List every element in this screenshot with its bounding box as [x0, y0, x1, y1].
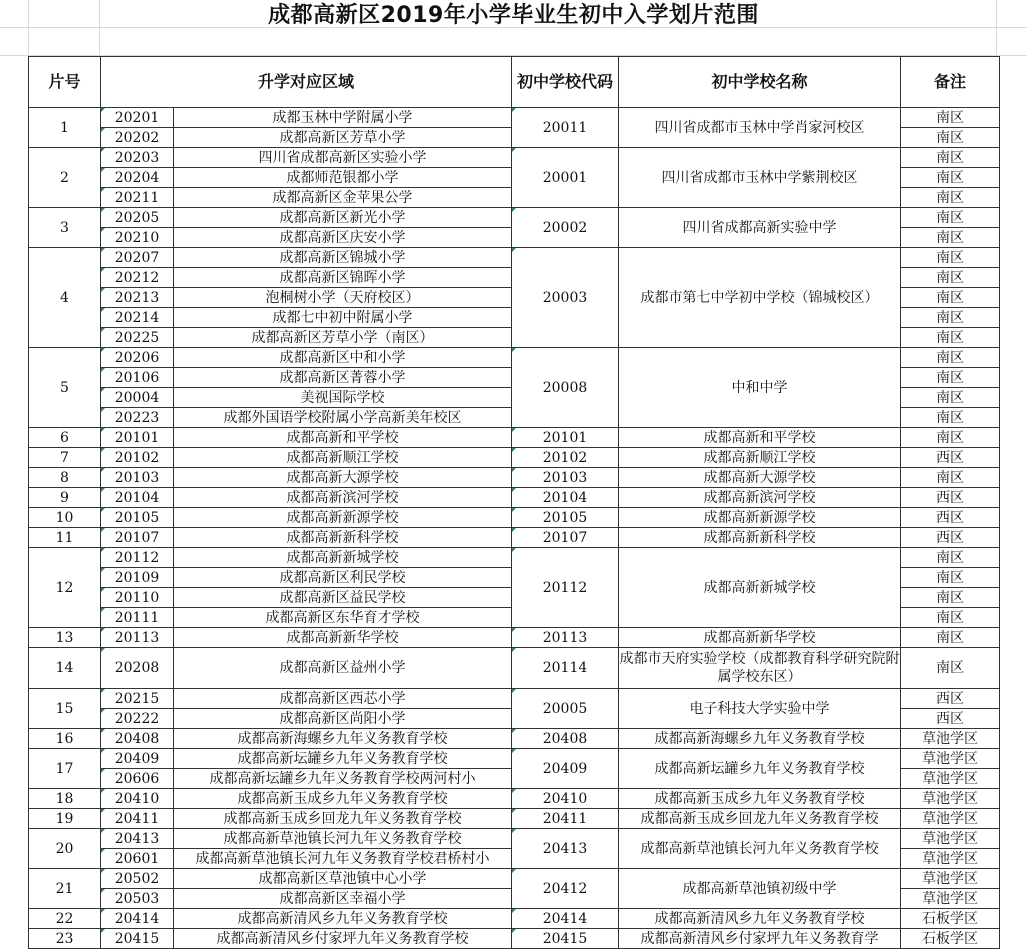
piece-number-cell[interactable]: 9 — [29, 488, 101, 508]
page-title: 成都高新区2019年小学毕业生初中入学划片范围 — [268, 3, 759, 28]
primary-school-code-cell[interactable]: 20408 — [101, 729, 174, 749]
middle-school-code-cell[interactable]: 20002 — [512, 208, 619, 248]
middle-school-code-cell[interactable]: 20410 — [512, 789, 619, 809]
primary-school-code-cell[interactable]: 20205 — [101, 208, 174, 228]
header-school-code[interactable]: 初中学校代码 — [512, 57, 619, 108]
table-row — [29, 548, 1000, 568]
table-row — [29, 869, 1000, 889]
primary-school-name-cell[interactable]: 成都玉林中学附属小学 — [174, 108, 512, 128]
middle-school-code-cell[interactable]: 20104 — [512, 488, 619, 508]
header-row — [29, 57, 1000, 108]
header-school-name[interactable]: 初中学校名称 — [619, 57, 901, 108]
primary-school-name-cell[interactable]: 成都高新滨河学校 — [174, 488, 512, 508]
primary-school-code-cell[interactable]: 20415 — [101, 929, 174, 949]
primary-school-code-cell[interactable]: 20110 — [101, 588, 174, 608]
primary-school-name-cell[interactable]: 成都高新玉成乡九年义务教育学校 — [174, 789, 512, 809]
table-row — [29, 148, 1000, 168]
primary-school-code-cell[interactable]: 20214 — [101, 308, 174, 328]
remark-cell[interactable]: 南区 — [901, 368, 1000, 388]
remark-cell[interactable]: 草池学区 — [901, 829, 1000, 849]
primary-school-name-cell[interactable]: 成都高新区东华育才学校 — [174, 608, 512, 628]
primary-school-name-cell[interactable]: 成都高新区益民学校 — [174, 588, 512, 608]
primary-school-name-cell[interactable]: 成都高新区芳草小学（南区） — [174, 328, 512, 348]
middle-school-name-cell[interactable]: 成都高新大源学校 — [619, 468, 901, 488]
primary-school-code-cell[interactable]: 20413 — [101, 829, 174, 849]
middle-school-name-cell[interactable]: 成都高新和平学校 — [619, 428, 901, 448]
enrollment-table — [28, 56, 1000, 949]
primary-school-name-cell[interactable]: 成都高新区锦晖小学 — [174, 268, 512, 288]
middle-school-name-cell[interactable]: 成都高新清风乡九年义务教育学校 — [619, 909, 901, 929]
remark-cell[interactable]: 草池学区 — [901, 769, 1000, 789]
middle-school-name-cell[interactable]: 成都高新草池镇初级中学 — [619, 869, 901, 909]
primary-school-code-cell[interactable]: 20203 — [101, 148, 174, 168]
primary-school-code-cell[interactable]: 20223 — [101, 408, 174, 428]
middle-school-name-cell[interactable]: 成都高新玉成乡回龙九年义务教育学校 — [619, 809, 901, 829]
table-row — [29, 468, 1000, 488]
remark-cell[interactable]: 南区 — [901, 568, 1000, 588]
middle-school-name-cell[interactable]: 成都高新玉成乡九年义务教育学校 — [619, 789, 901, 809]
middle-school-code-cell[interactable]: 20102 — [512, 448, 619, 468]
primary-school-name-cell[interactable]: 成都高新草池镇长河九年义务教育学校 — [174, 829, 512, 849]
primary-school-code-cell[interactable]: 20112 — [101, 548, 174, 568]
remark-cell[interactable]: 草池学区 — [901, 889, 1000, 909]
primary-school-name-cell[interactable]: 成都七中初中附属小学 — [174, 308, 512, 328]
remark-cell[interactable]: 西区 — [901, 528, 1000, 548]
primary-school-name-cell[interactable]: 成都高新新科学校 — [174, 528, 512, 548]
primary-school-name-cell[interactable]: 成都高新区芳草小学 — [174, 128, 512, 148]
table-row — [29, 789, 1000, 809]
table-row — [29, 809, 1000, 829]
middle-school-name-cell[interactable]: 成都高新新城学校 — [619, 548, 901, 628]
primary-school-name-cell[interactable]: 成都高新区锦城小学 — [174, 248, 512, 268]
primary-school-code-cell[interactable]: 20103 — [101, 468, 174, 488]
remark-cell[interactable]: 南区 — [901, 108, 1000, 128]
middle-school-code-cell[interactable]: 20113 — [512, 628, 619, 648]
remark-cell[interactable]: 草池学区 — [901, 809, 1000, 829]
piece-number-cell[interactable]: 1 — [29, 108, 101, 148]
primary-school-code-cell[interactable]: 20104 — [101, 488, 174, 508]
piece-number-cell[interactable]: 15 — [29, 689, 101, 729]
primary-school-name-cell[interactable]: 成都高新新源学校 — [174, 508, 512, 528]
primary-school-name-cell[interactable]: 成都高新区西芯小学 — [174, 689, 512, 709]
piece-number-cell[interactable]: 14 — [29, 648, 101, 689]
primary-school-code-cell[interactable]: 20113 — [101, 628, 174, 648]
piece-number-cell[interactable]: 3 — [29, 208, 101, 248]
table-row — [29, 929, 1000, 949]
primary-school-name-cell[interactable]: 成都高新新华学校 — [174, 628, 512, 648]
middle-school-name-cell[interactable]: 成都高新坛罐乡九年义务教育学校 — [619, 749, 901, 789]
piece-number-cell[interactable]: 21 — [29, 869, 101, 909]
middle-school-name-cell[interactable]: 成都市天府实验学校（成都教育科学研究院附属学校东区） — [619, 648, 901, 689]
remark-cell[interactable]: 草池学区 — [901, 869, 1000, 889]
primary-school-name-cell[interactable]: 四川省成都高新区实验小学 — [174, 148, 512, 168]
remark-cell[interactable]: 南区 — [901, 308, 1000, 328]
primary-school-code-cell[interactable]: 20414 — [101, 909, 174, 929]
primary-school-code-cell[interactable]: 20105 — [101, 508, 174, 528]
remark-cell[interactable]: 南区 — [901, 268, 1000, 288]
remark-cell[interactable]: 西区 — [901, 508, 1000, 528]
remark-cell[interactable]: 南区 — [901, 628, 1000, 648]
primary-school-code-cell[interactable]: 20109 — [101, 568, 174, 588]
middle-school-code-cell[interactable]: 20107 — [512, 528, 619, 548]
remark-cell[interactable]: 南区 — [901, 148, 1000, 168]
table-row — [29, 829, 1000, 849]
primary-school-code-cell[interactable]: 20503 — [101, 889, 174, 909]
piece-number-cell[interactable]: 11 — [29, 528, 101, 548]
piece-number-cell[interactable]: 22 — [29, 909, 101, 929]
middle-school-code-cell[interactable]: 20101 — [512, 428, 619, 448]
primary-school-code-cell[interactable]: 20222 — [101, 709, 174, 729]
primary-school-code-cell[interactable]: 20101 — [101, 428, 174, 448]
piece-number-cell[interactable]: 17 — [29, 749, 101, 789]
remark-cell[interactable]: 南区 — [901, 188, 1000, 208]
primary-school-name-cell[interactable]: 成都高新大源学校 — [174, 468, 512, 488]
primary-school-code-cell[interactable]: 20102 — [101, 448, 174, 468]
primary-school-code-cell[interactable]: 20202 — [101, 128, 174, 148]
table-row — [29, 108, 1000, 128]
primary-school-code-cell[interactable]: 20601 — [101, 849, 174, 869]
middle-school-code-cell[interactable]: 20114 — [512, 648, 619, 689]
middle-school-name-cell[interactable]: 成都高新新源学校 — [619, 508, 901, 528]
piece-number-cell[interactable]: 18 — [29, 789, 101, 809]
table-row — [29, 749, 1000, 769]
primary-school-name-cell[interactable]: 成都高新区益州小学 — [174, 648, 512, 689]
middle-school-name-cell[interactable]: 成都高新新华学校 — [619, 628, 901, 648]
middle-school-name-cell[interactable]: 成都高新草池镇长河九年义务教育学校 — [619, 829, 901, 869]
middle-school-name-cell[interactable]: 成都市第七中学初中学校（锦城校区） — [619, 248, 901, 348]
primary-school-code-cell[interactable]: 20409 — [101, 749, 174, 769]
table-row — [29, 528, 1000, 548]
remark-cell[interactable]: 南区 — [901, 168, 1000, 188]
middle-school-code-cell[interactable]: 20412 — [512, 869, 619, 909]
middle-school-code-cell[interactable]: 20003 — [512, 248, 619, 348]
primary-school-code-cell[interactable]: 20213 — [101, 288, 174, 308]
remark-cell[interactable]: 草池学区 — [901, 789, 1000, 809]
primary-school-name-cell[interactable]: 成都高新区利民学校 — [174, 568, 512, 588]
primary-school-name-cell[interactable]: 成都高新新城学校 — [174, 548, 512, 568]
header-area[interactable]: 升学对应区域 — [101, 57, 512, 108]
table-row — [29, 689, 1000, 709]
remark-cell[interactable]: 西区 — [901, 488, 1000, 508]
table-row — [29, 648, 1000, 689]
piece-number-cell[interactable]: 12 — [29, 548, 101, 628]
primary-school-code-cell[interactable]: 20111 — [101, 608, 174, 628]
remark-cell[interactable]: 南区 — [901, 428, 1000, 448]
remark-cell[interactable]: 南区 — [901, 248, 1000, 268]
primary-school-name-cell[interactable]: 成都高新海螺乡九年义务教育学校 — [174, 729, 512, 749]
table-row — [29, 348, 1000, 368]
table-body — [29, 108, 1000, 949]
primary-school-name-cell[interactable]: 成都高新区草池镇中心小学 — [174, 869, 512, 889]
primary-school-code-cell[interactable]: 20606 — [101, 769, 174, 789]
piece-number-cell[interactable]: 10 — [29, 508, 101, 528]
middle-school-name-cell[interactable]: 成都高新海螺乡九年义务教育学校 — [619, 729, 901, 749]
remark-cell[interactable]: 西区 — [901, 709, 1000, 729]
primary-school-code-cell[interactable]: 20204 — [101, 168, 174, 188]
remark-cell[interactable]: 南区 — [901, 548, 1000, 568]
piece-number-cell[interactable]: 16 — [29, 729, 101, 749]
remark-cell[interactable]: 南区 — [901, 388, 1000, 408]
primary-school-code-cell[interactable]: 20207 — [101, 248, 174, 268]
primary-school-name-cell[interactable]: 泡桐树小学（天府校区） — [174, 288, 512, 308]
remark-cell[interactable]: 南区 — [901, 208, 1000, 228]
table-row — [29, 428, 1000, 448]
primary-school-code-cell[interactable]: 20211 — [101, 188, 174, 208]
table-row — [29, 909, 1000, 929]
piece-number-cell[interactable]: 19 — [29, 809, 101, 829]
primary-school-code-cell[interactable]: 20212 — [101, 268, 174, 288]
primary-school-name-cell[interactable]: 成都外国语学校附属小学高新美年校区 — [174, 408, 512, 428]
primary-school-name-cell[interactable]: 成都高新和平学校 — [174, 428, 512, 448]
piece-number-cell[interactable]: 13 — [29, 628, 101, 648]
piece-number-cell[interactable]: 7 — [29, 448, 101, 468]
remark-cell[interactable]: 石板学区 — [901, 929, 1000, 949]
remark-cell[interactable]: 南区 — [901, 588, 1000, 608]
middle-school-code-cell[interactable]: 20411 — [512, 809, 619, 829]
remark-cell[interactable]: 石板学区 — [901, 909, 1000, 929]
middle-school-code-cell[interactable]: 20112 — [512, 548, 619, 628]
piece-number-cell[interactable]: 8 — [29, 468, 101, 488]
middle-school-code-cell[interactable]: 20415 — [512, 929, 619, 949]
primary-school-name-cell[interactable]: 成都高新区幸福小学 — [174, 889, 512, 909]
primary-school-code-cell[interactable]: 20107 — [101, 528, 174, 548]
remark-cell[interactable]: 草池学区 — [901, 729, 1000, 749]
table-row — [29, 729, 1000, 749]
primary-school-name-cell[interactable]: 成都高新顺江学校 — [174, 448, 512, 468]
table-row — [29, 628, 1000, 648]
primary-school-code-cell[interactable]: 20210 — [101, 228, 174, 248]
primary-school-code-cell[interactable]: 20411 — [101, 809, 174, 829]
header-remark[interactable]: 备注 — [901, 57, 1000, 108]
middle-school-name-cell[interactable]: 成都高新滨河学校 — [619, 488, 901, 508]
middle-school-code-cell[interactable]: 20413 — [512, 829, 619, 869]
remark-cell[interactable]: 南区 — [901, 468, 1000, 488]
primary-school-code-cell[interactable]: 20201 — [101, 108, 174, 128]
primary-school-name-cell[interactable]: 成都高新清风乡付家坪九年义务教育学校 — [174, 929, 512, 949]
middle-school-code-cell[interactable]: 20408 — [512, 729, 619, 749]
middle-school-code-cell[interactable]: 20008 — [512, 348, 619, 428]
middle-school-code-cell[interactable]: 20103 — [512, 468, 619, 488]
remark-cell[interactable]: 西区 — [901, 689, 1000, 709]
table-row — [29, 208, 1000, 228]
remark-cell[interactable]: 南区 — [901, 608, 1000, 628]
middle-school-code-cell[interactable]: 20409 — [512, 749, 619, 789]
primary-school-name-cell[interactable]: 成都高新坛罐乡九年义务教育学校 — [174, 749, 512, 769]
remark-cell[interactable]: 南区 — [901, 648, 1000, 689]
primary-school-name-cell[interactable]: 成都高新玉成乡回龙九年义务教育学校 — [174, 809, 512, 829]
table-row — [29, 488, 1000, 508]
primary-school-code-cell[interactable]: 20410 — [101, 789, 174, 809]
middle-school-name-cell[interactable]: 四川省成都市玉林中学紫荆校区 — [619, 148, 901, 208]
middle-school-code-cell[interactable]: 20001 — [512, 148, 619, 208]
primary-school-name-cell[interactable]: 成都高新草池镇长河九年义务教育学校君桥村小 — [174, 849, 512, 869]
remark-cell[interactable]: 草池学区 — [901, 849, 1000, 869]
primary-school-name-cell[interactable]: 成都高新区中和小学 — [174, 348, 512, 368]
primary-school-name-cell[interactable]: 美视国际学校 — [174, 388, 512, 408]
primary-school-code-cell[interactable]: 20208 — [101, 648, 174, 689]
middle-school-name-cell[interactable]: 成都高新清风乡付家坪九年义务教育学 — [619, 929, 901, 949]
primary-school-name-cell[interactable]: 成都高新清风乡九年义务教育学校 — [174, 909, 512, 929]
primary-school-code-cell[interactable]: 20004 — [101, 388, 174, 408]
middle-school-code-cell[interactable]: 20105 — [512, 508, 619, 528]
piece-number-cell[interactable]: 20 — [29, 829, 101, 869]
primary-school-name-cell[interactable]: 成都高新区新光小学 — [174, 208, 512, 228]
middle-school-name-cell[interactable]: 成都高新顺江学校 — [619, 448, 901, 468]
piece-number-cell[interactable]: 2 — [29, 148, 101, 208]
middle-school-name-cell[interactable]: 成都高新新科学校 — [619, 528, 901, 548]
remark-cell[interactable]: 南区 — [901, 228, 1000, 248]
middle-school-code-cell[interactable]: 20414 — [512, 909, 619, 929]
primary-school-name-cell[interactable]: 成都高新坛罐乡九年义务教育学校两河村小 — [174, 769, 512, 789]
table-row — [29, 448, 1000, 468]
primary-school-name-cell[interactable]: 成都高新区金苹果公学 — [174, 188, 512, 208]
remark-cell[interactable]: 南区 — [901, 288, 1000, 308]
piece-number-cell[interactable]: 5 — [29, 348, 101, 428]
primary-school-code-cell[interactable]: 20225 — [101, 328, 174, 348]
header-piece-no[interactable]: 片号 — [29, 57, 101, 108]
primary-school-code-cell[interactable]: 20206 — [101, 348, 174, 368]
primary-school-name-cell[interactable]: 成都师范银都小学 — [174, 168, 512, 188]
middle-school-name-cell[interactable]: 四川省成都高新实验中学 — [619, 208, 901, 248]
primary-school-code-cell[interactable]: 20502 — [101, 869, 174, 889]
table-row — [29, 248, 1000, 268]
remark-cell[interactable]: 西区 — [901, 448, 1000, 468]
middle-school-code-cell[interactable]: 20005 — [512, 689, 619, 729]
middle-school-name-cell[interactable]: 四川省成都市玉林中学肖家河校区 — [619, 108, 901, 148]
middle-school-name-cell[interactable]: 中和中学 — [619, 348, 901, 428]
table-row — [29, 508, 1000, 528]
middle-school-code-cell[interactable]: 20011 — [512, 108, 619, 148]
primary-school-code-cell[interactable]: 20215 — [101, 689, 174, 709]
remark-cell[interactable]: 南区 — [901, 128, 1000, 148]
primary-school-code-cell[interactable]: 20106 — [101, 368, 174, 388]
piece-number-cell[interactable]: 4 — [29, 248, 101, 348]
remark-cell[interactable]: 南区 — [901, 348, 1000, 368]
piece-number-cell[interactable]: 23 — [29, 929, 101, 949]
remark-cell[interactable]: 草池学区 — [901, 749, 1000, 769]
middle-school-name-cell[interactable]: 电子科技大学实验中学 — [619, 689, 901, 729]
remark-cell[interactable]: 南区 — [901, 328, 1000, 348]
primary-school-name-cell[interactable]: 成都高新区尚阳小学 — [174, 709, 512, 729]
primary-school-name-cell[interactable]: 成都高新区菁蓉小学 — [174, 368, 512, 388]
remark-cell[interactable]: 南区 — [901, 408, 1000, 428]
primary-school-name-cell[interactable]: 成都高新区庆安小学 — [174, 228, 512, 248]
piece-number-cell[interactable]: 6 — [29, 428, 101, 448]
